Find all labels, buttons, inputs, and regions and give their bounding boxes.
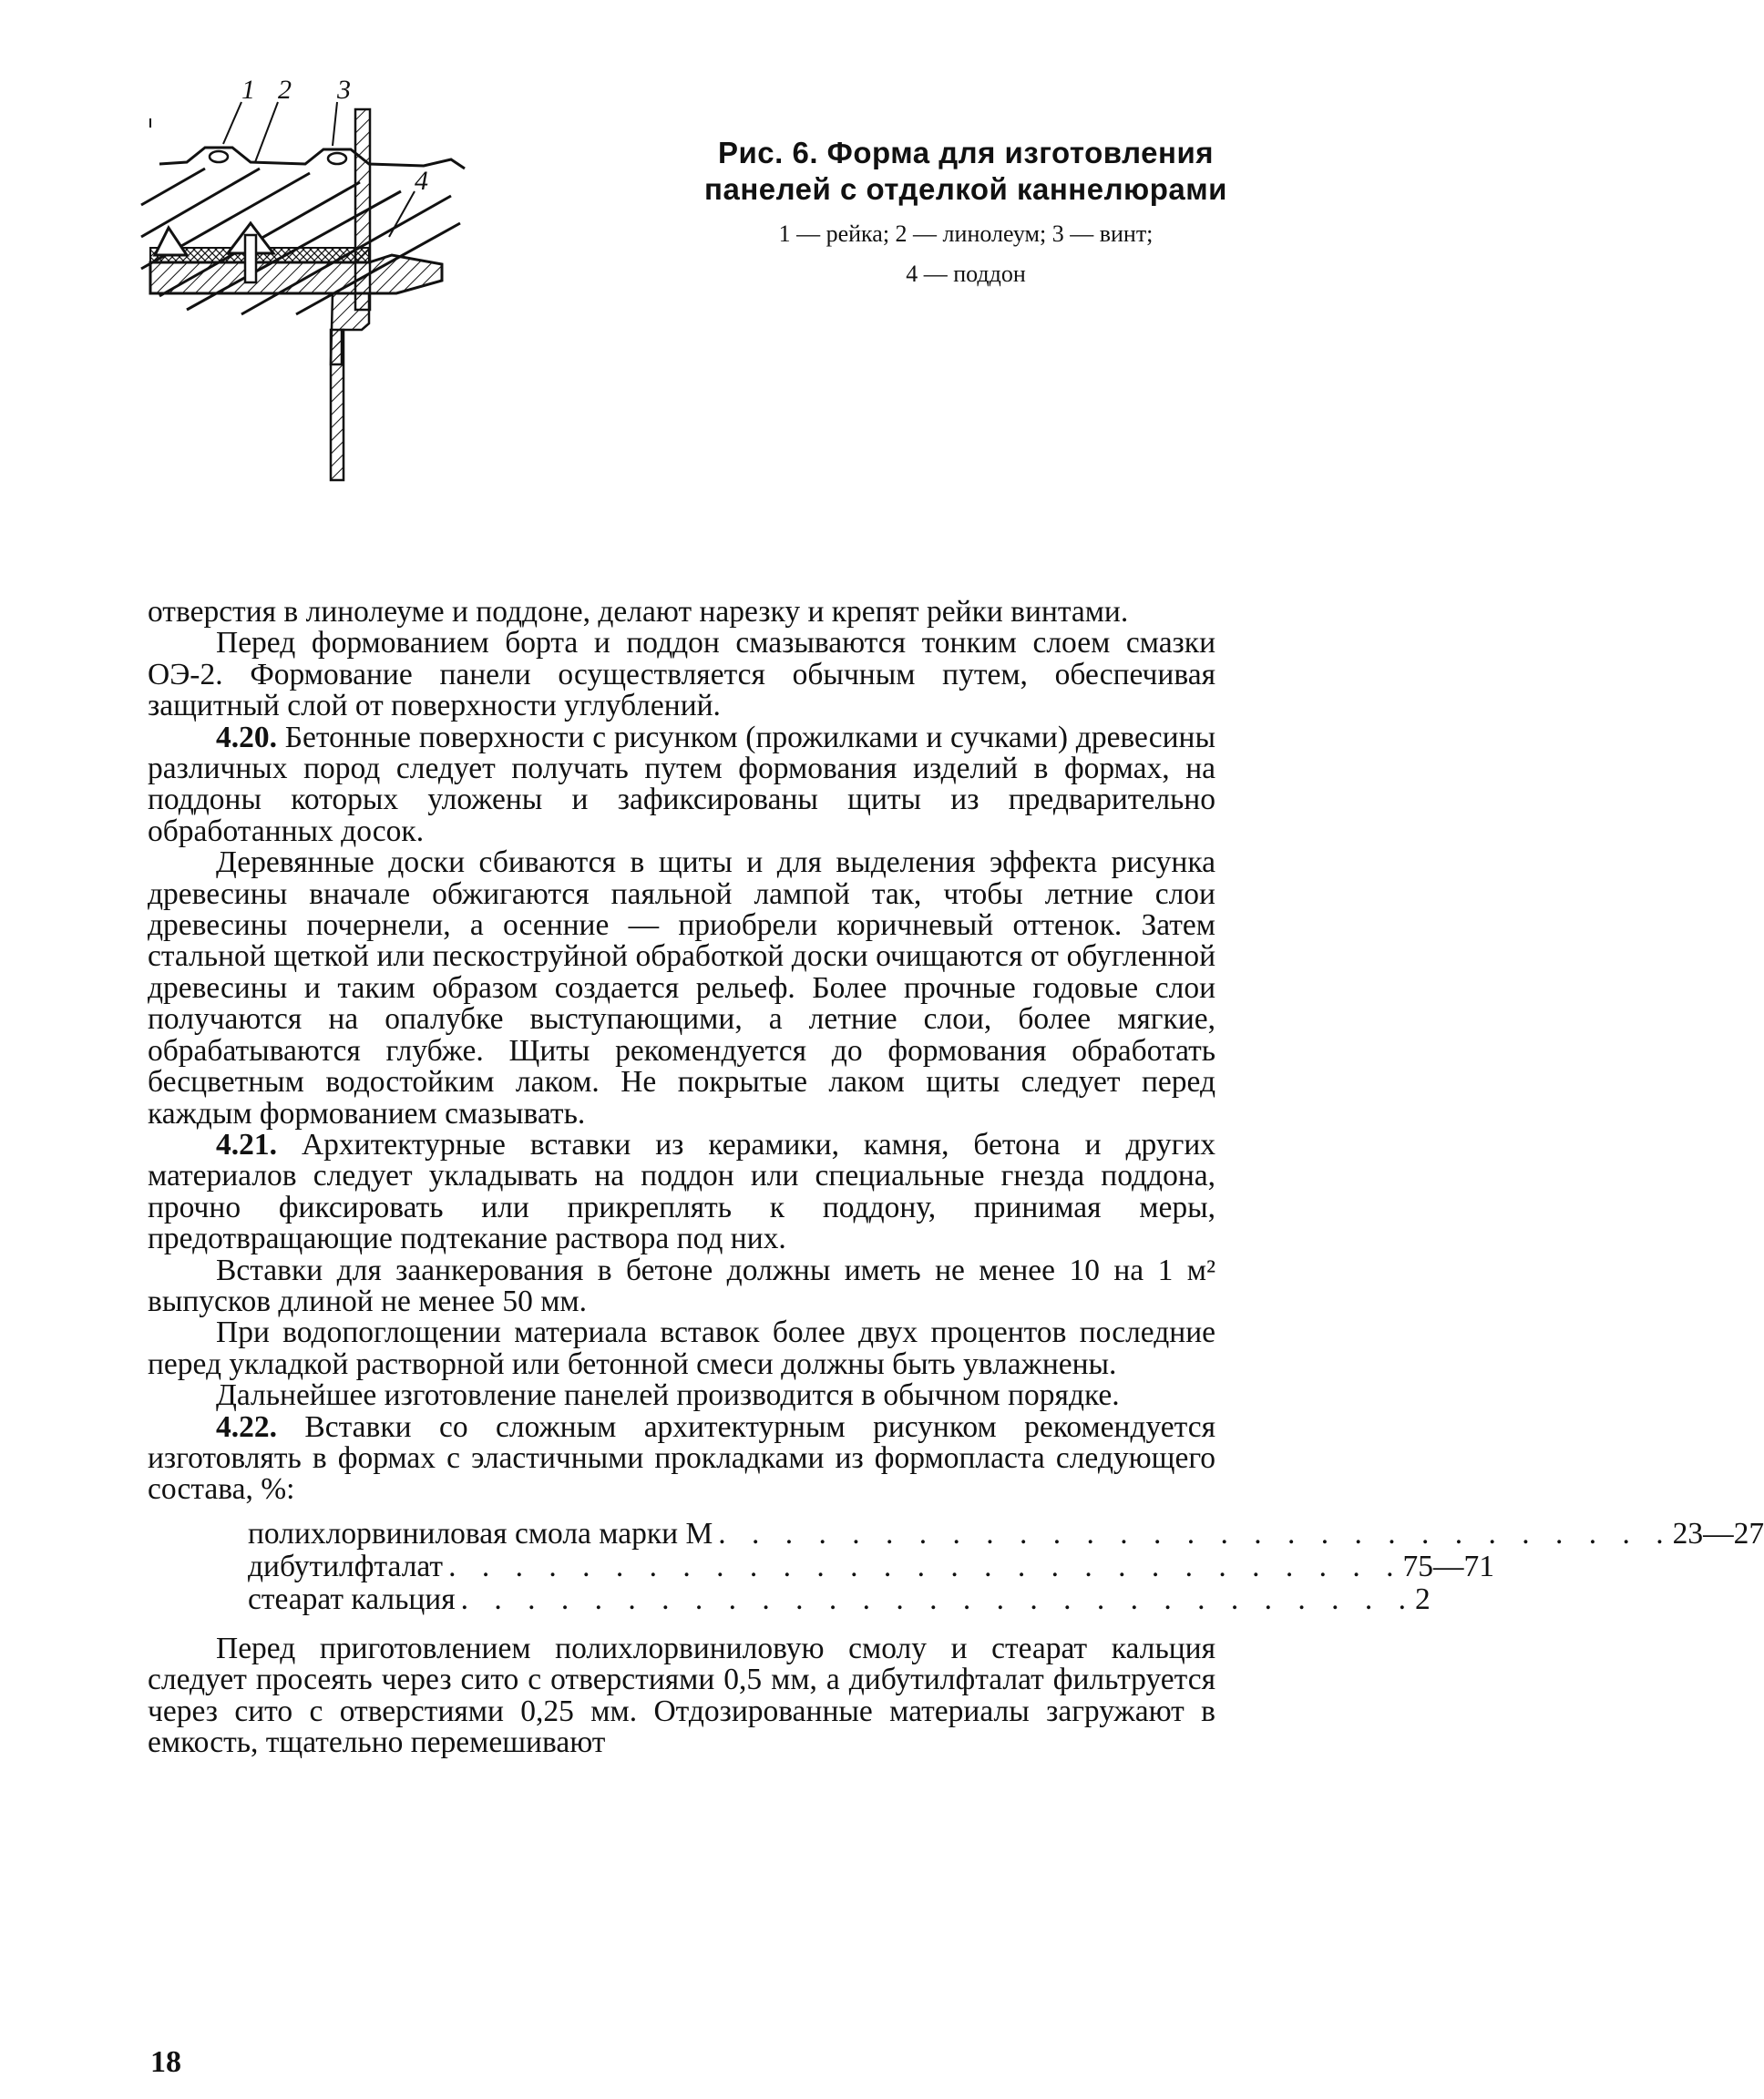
mould-cross-section-drawing xyxy=(150,75,661,574)
leader-dots: . . . . . . . . . . . . . . . . . . . . . . . . . . . . . xyxy=(448,1549,1403,1583)
composition-row xyxy=(248,1549,1494,1584)
composition-row xyxy=(248,1582,1431,1617)
figure-drawing xyxy=(150,75,661,574)
composition-name: полихлорвиниловая смола марки М xyxy=(248,1516,713,1551)
caption-title-line-1: Рис. 6. Форма для изготовления xyxy=(718,136,1214,169)
composition-name: стеарат кальция xyxy=(248,1582,456,1616)
composition-list xyxy=(248,1516,1764,1617)
composition-value: 23—27 xyxy=(1672,1516,1764,1551)
page-number: 18 xyxy=(150,2045,181,2079)
paragraph-4-22: 4.22. Вставки со сложным архитектурным рисунком рекомендуется изготовлять в формах с эластичными прокладками из формопласта следующего состава, %: xyxy=(148,1409,1215,1507)
leader-dots: . . . . . . . . . . . . . . . . . . . . . . . . . . . . . xyxy=(460,1582,1415,1616)
figure-label-3: 3 xyxy=(337,75,351,105)
leader-dots: . . . . . . . . . . . . . . . . . . . . . . . . . . . . . xyxy=(718,1516,1673,1551)
paragraph: Перед формованием борта и поддон смазываются тонким слоем смазки ОЭ-2. Формование панели осуществляется обычным путем, обеспечивая защитный слой от поверхности углублений. xyxy=(148,626,1215,723)
figure-label-2: 2 xyxy=(278,75,292,105)
section-number: 4.20. xyxy=(216,720,277,754)
paragraph: Дальнейшее изготовление панелей производится в обычном порядке. xyxy=(216,1378,1120,1413)
composition-name: дибутилфталат xyxy=(248,1549,444,1583)
figure-caption xyxy=(674,135,1257,288)
paragraph: При водопоглощении материала вставок более двух процентов последние перед укладкой растворной или бетонной смеси должны быть увлажнены. xyxy=(148,1316,1215,1381)
caption-legend-line-1: 1 — рейка; 2 — линолеум; 3 — винт; xyxy=(778,220,1154,247)
paragraph: Деревянные доски сбиваются в щиты и для выделения эффекта рисунка древесины вначале обжигаются паяльной лампой так, чтобы летние слои древесины почернели, а осенние — приобрели коричневый оттенок. Затем стальной щеткой или пескоструйной обработкой доски очищаются от обугленной древесины и таким образом создается рельеф. Более прочные годовые слои получаются на опалубке выступающими, а летние слои, более мягкие, обрабатываются глубже. Щиты рекомендуется до формования обработать бесцветным водостойким лаком. Не покрытые лаком щиты следует перед каждым формованием смазывать. xyxy=(148,845,1215,1131)
composition-value: 2 xyxy=(1415,1582,1431,1616)
composition-row xyxy=(248,1516,1764,1551)
caption-title-line-2: панелей с отделкой каннелюрами xyxy=(704,172,1227,206)
section-number: 4.21. xyxy=(216,1127,277,1162)
paragraph: Вставки для заанкерования в бетоне должны иметь не менее 10 на 1 м² выпусков длиной не менее 50 мм. xyxy=(148,1253,1215,1318)
paragraph: Перед приготовлением полихлорвиниловую смолу и стеарат кальция следует просеять через сито с отверстиями 0,5 мм, а дибутилфталат фильтруется через сито с отверстиями 0,25 мм. Отдозированные материалы загружают в емкость, тщательно перемешивают xyxy=(148,1631,1215,1759)
composition-value: 75—71 xyxy=(1402,1549,1494,1583)
paragraph-4-21: 4.21. Архитектурные вставки из керамики, камня, бетона и других материалов следует укладывать на поддон или специальные гнезда поддона, прочно фиксировать или прикреплять к поддону, принимая меры, предотвращающие подтекание раствора под них. xyxy=(148,1127,1215,1256)
paragraph: отверстия в линолеуме и поддоне, делают нарезку и крепят рейки винтами. xyxy=(148,595,1129,629)
figure-label-4: 4 xyxy=(415,166,428,196)
caption-legend-line-2: 4 — поддон xyxy=(906,261,1026,287)
section-number: 4.22. xyxy=(216,1409,277,1444)
paragraph-4-20: 4.20. Бетонные поверхности с рисунком (прожилками и сучками) древесины различных пород следует получать путем формования изделий в формах, на поддоны которых уложены и зафиксированы щиты из предварительно обработанных досок. xyxy=(148,720,1215,848)
body-text xyxy=(148,595,1764,1759)
figure-label-1: 1 xyxy=(241,75,255,105)
